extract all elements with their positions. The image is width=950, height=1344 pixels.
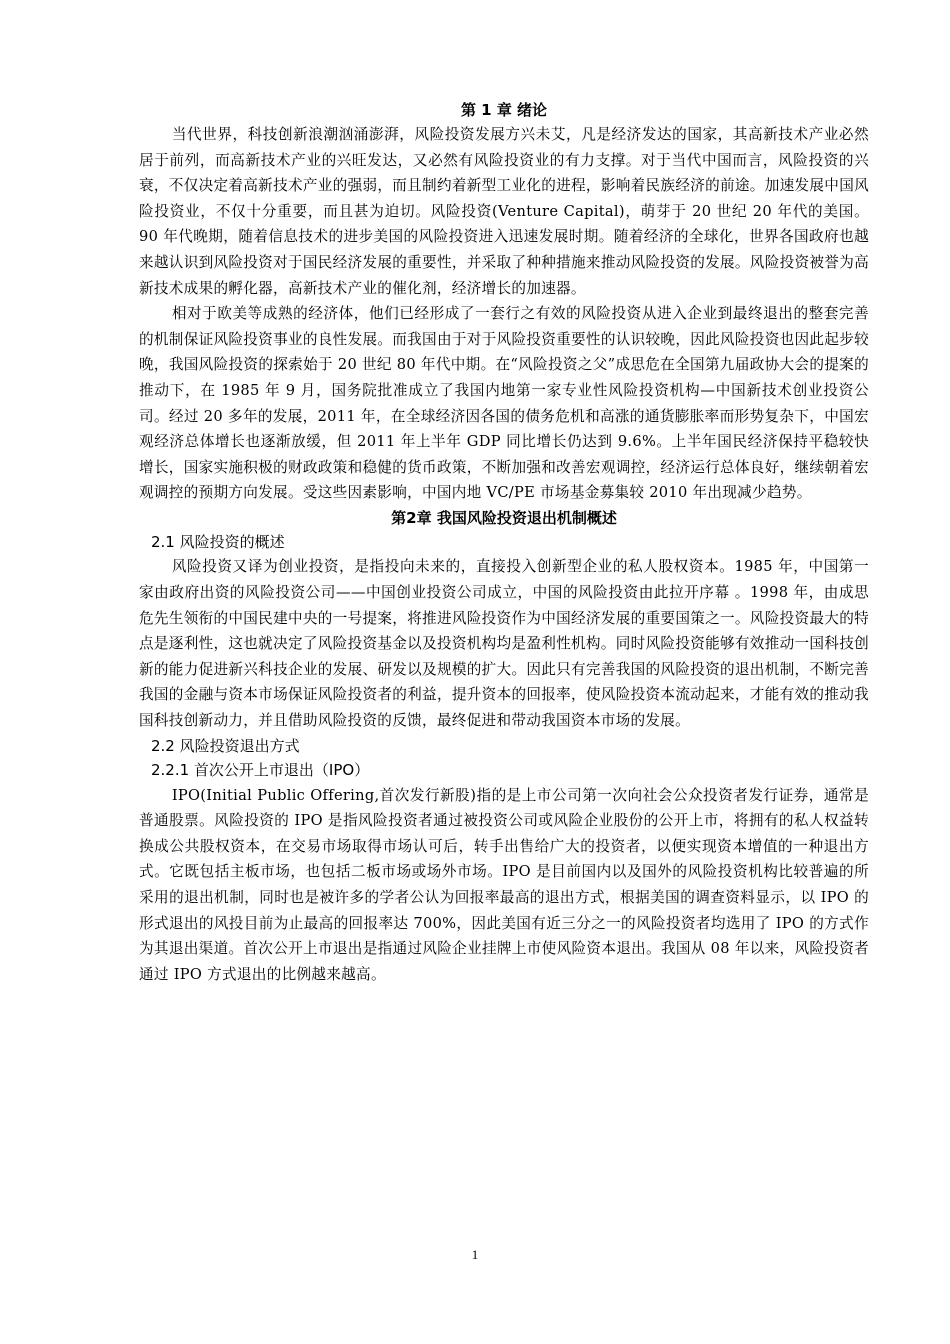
section-2-1-heading: 2.1 风险投资的概述 (151, 532, 285, 551)
section-2-2-1-heading: 2.2.1 首次公开上市退出（IPO） (151, 761, 370, 780)
section-2-1-paragraph: 风险投资又译为创业投资，是指投向未来的，直接投入创新型企业的私人股权资本。1985 年，中国第一家由政府出资的风险投资公司——中国创业投资公司成立，中国的风险投资由此拉开序幕 。1998 年，由成思危先生领衔的中国民建中央的一号提案，将推进风险投资作为中国经济发展的重要国策之一。风险投资最大的特点是逐利性，这也就决定了风险投资基金以及投资机构均是盈利性机构。同时风险投资能够有效推动一国科技创新的能力促进新兴科技企业的发展、研发以及规模的扩大。因此只有完善我国的风险投资的退出机制，不断完善我国的金融与资本市场保证风险投资者的利益，提升资本的回报率，使风险投资本流动起来，才能有效的推动我国科技创新动力，并且借助风险投资的反馈，最终促进和带动我国资本市场的发展。 (139, 558, 869, 729)
page-number: 1 (471, 1247, 479, 1262)
section-2-2-heading: 2.2 风险投资退出方式 (151, 736, 300, 755)
chapter-1-paragraph-1: 当代世界，科技创新浪潮汹涌澎湃，风险投资发展方兴未艾，凡是经济发达的国家，其高新技术产业必然居于前列，而高新技术产业的兴旺发达，又必然有风险投资业的有力支撑。对于当代中国而言，风险投资的兴衰，不仅决定着高新技术产业的强弱，而且制约着新型工业化的进程，影响着民族经济的前途。加速发展中国风险投资业，不仅十分重要，而且甚为迫切。风险投资(Venture Capital)，萌芽于 20 世纪 20 年代的美国。90 年代晚期，随着信息技术的进步美国的风险投资进入迅速发展时期。随着经济的全球化，世界各国政府也越来越认识到风险投资对于国民经济发展的重要性，并采取了种种措施来推动风险投资的发展。风险投资被誉为高新技术成果的孵化器，高新技术产业的催化剂，经济增长的加速器。 (139, 126, 869, 297)
chapter-1-title: 第 1 章 绪论 (460, 101, 548, 119)
chapter-1-paragraph-2: 相对于欧美等成熟的经济体，他们已经形成了一套行之有效的风险投资从进入企业到最终退出的整套完善的机制保证风险投资事业的良性发展。而我国由于对于风险投资重要性的认识较晚，因此风险投资也因此起步较晚，我国风险投资的探索始于 20 世纪 80 年代中期。在“风险投资之父”成思危在全国第九届政协大会的提案的推动下，在 1985 年 9 月，国务院批准成立了我国内地第一家专业性风险投资机构—中国新技术创业投资公司。经过 20 多年的发展，2011 年，在全球经济因各国的债务危机和高涨的通货膨胀率而形势复杂下，中国宏观经济总体增长也逐渐放缓，但 2011 年上半年 GDP 同比增长仍达到 9.6%。上半年国民经济保持平稳较快增长，国家实施积极的财政政策和稳健的货币政策，不断加强和改善宏观调控，经济运行总体良好，继续朝着宏观调控的预期方向发展。受这些因素影响，中国内地 VC/PE 市场基金募集较 2010 年出现减少趋势。 (139, 305, 869, 502)
page-content (139, 98, 869, 987)
section-2-2-1-paragraph: IPO(Initial Public Offering,首次发行新股)指的是上市公司第一次向社会公众投资者发行证券，通常是普通股票。风险投资的 IPO 是指风险投资者通过被投资公司或风险企业股份的公开上市，将拥有的私人权益转换成公共股权资本，在交易市场取得市场认可后，转手出售给广大的投资者，以便实现资本增值的一种退出方式。它既包括主板市场，也包括二板市场或场外市场。IPO 是目前国内以及国外的风险投资机构比较普遍的所采用的退出机制，同时也是被许多的学者公认为回报率最高的退出方式，根据美国的调查资料显示，以 IPO 的形式退出的风投目前为止最高的回报率达 700%，因此美国有近三分之一的风险投资者均选用了 IPO 的方式作为其退出渠道。首次公开上市退出是指通过风险企业挂牌上市使风险资本退出。我国从 08 年以来，风险投资者通过 IPO 方式退出的比例越来越高。 (139, 786, 869, 983)
chapter-2-title: 第2章 我国风险投资退出机制概述 (391, 508, 617, 527)
